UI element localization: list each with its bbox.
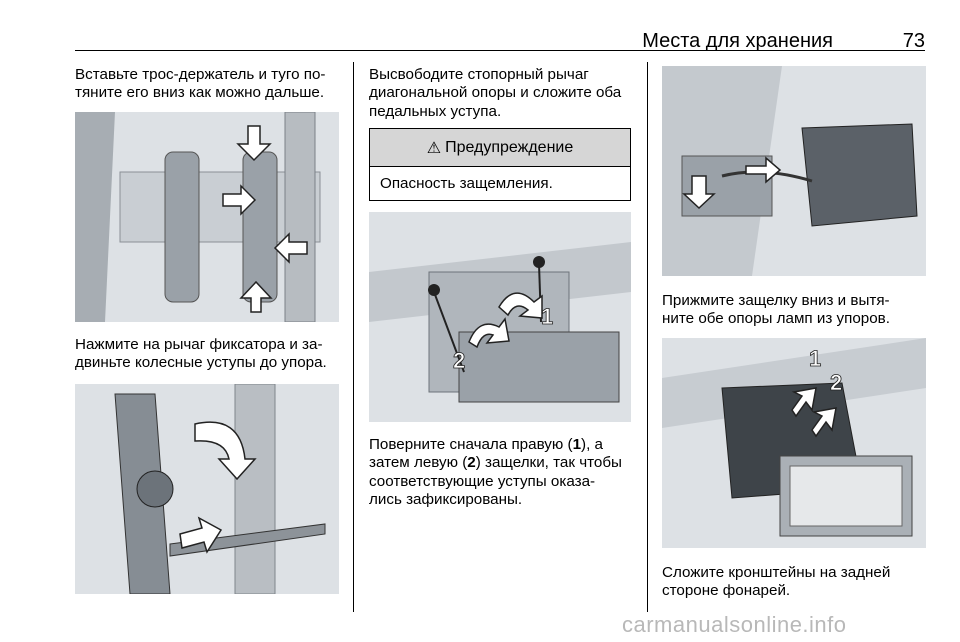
instruction-text: Нажмите на рычаг фиксатора и за- двиньте колесные уступы до упора. (75, 336, 327, 372)
figure-locking-lever (75, 384, 339, 594)
callout-1: 1 (541, 304, 554, 329)
instruction-text: Сложите кронштейны на задней стороне фонарей. (662, 564, 891, 600)
header-rule (75, 50, 925, 51)
callout-2: 2 (453, 348, 466, 373)
warning-header (370, 129, 630, 167)
watermark: carmanualsonline.info (622, 612, 847, 637)
warning-box (369, 128, 631, 201)
warning-body: Опасность защемления. (380, 175, 553, 192)
figure-lamp-support (662, 66, 926, 276)
callout-2: 2 (830, 370, 843, 395)
figure-cable-holder (75, 112, 339, 322)
instruction-text: Поверните сначала правую (1), а затем левую (2) защелки, так чтобы соответствующие уступы оказа- лись зафиксированы. (369, 436, 622, 508)
figure-latches (369, 212, 631, 422)
warning-triangle-icon: ⚠ (426, 139, 442, 157)
page-header (75, 0, 925, 50)
page-number: 73 (902, 30, 925, 52)
instruction-text: Вставьте трос-держатель и туго по- тяните его вниз как можно дальше. (75, 66, 326, 102)
page-title: Места для хранения (642, 30, 833, 52)
instruction-text: Высвободите стопорный рычаг диагональной опоры и сложите оба педальных уступа. (369, 66, 622, 120)
column-divider (647, 62, 648, 612)
figure-lamp-brackets (662, 338, 926, 548)
column-divider (353, 62, 354, 612)
warning-title: Предупреждение (445, 138, 574, 156)
callout-1: 1 (809, 346, 822, 371)
instruction-text: Прижмите защелку вниз и вытя- ните обе опоры ламп из упоров. (662, 292, 890, 328)
